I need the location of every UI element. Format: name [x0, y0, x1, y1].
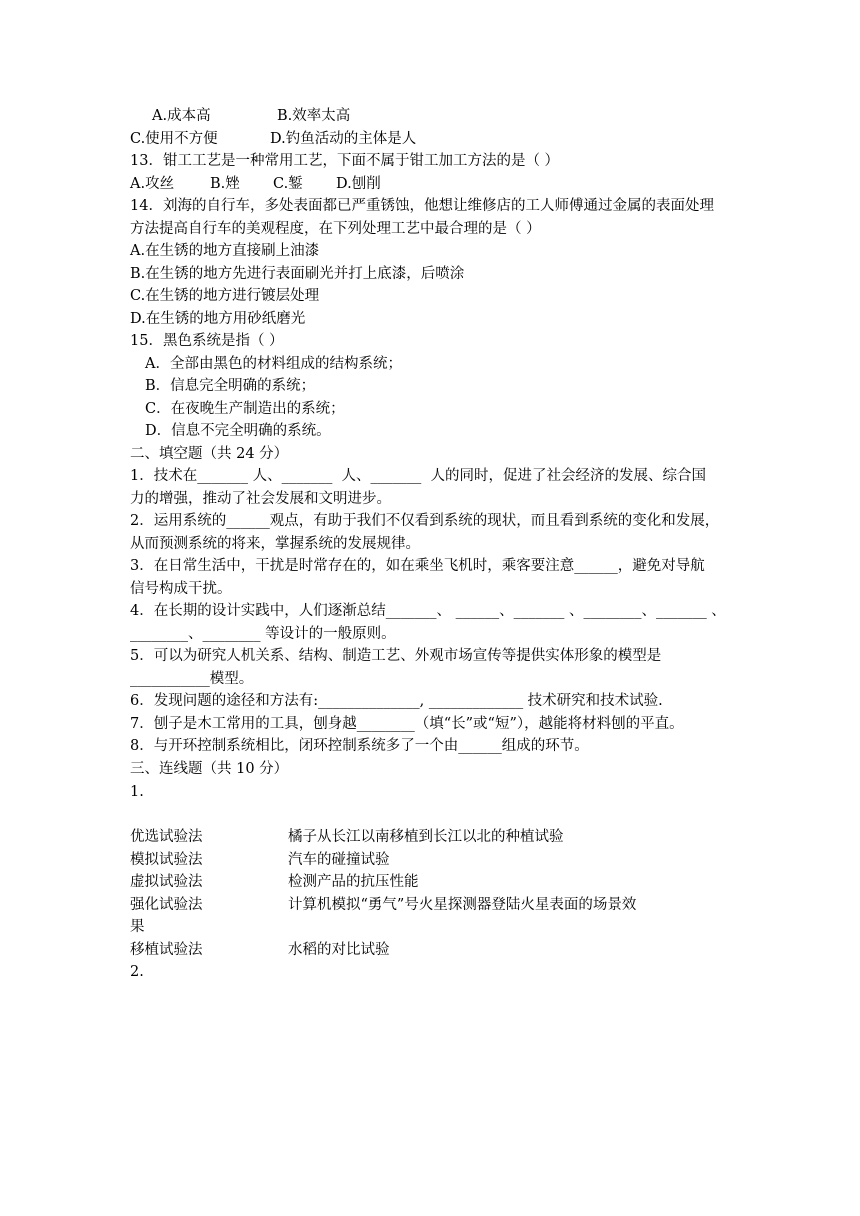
s2-q6: 6．发现问题的途径和方法有:______________, _____________ 技术研究和技术试验. — [130, 693, 663, 709]
match-right-item: 水稻的对比试验 — [288, 942, 390, 958]
q12-option-b: B.效率太高 — [277, 108, 351, 124]
q15-option-b: B．信息完全明确的系统； — [145, 378, 316, 394]
q13-option-a: A.攻丝 — [130, 176, 175, 192]
s2-q7: 7．刨子是木工常用的工具，刨身越________（填“长”或“短”），越能将材料刨的平直。 — [130, 716, 684, 732]
s2-q2-line2: 从而预测系统的将来，掌握系统的发展规律。 — [130, 536, 420, 552]
s2-q1-line1: 1．技术在_______ 人、_______ 人、_______ 人的同时，促进了社会经济的发展、综合国 — [130, 468, 707, 484]
q14-stem-line2: 方法提高自行车的美观程度，在下列处理工艺中最合理的是（ ） — [130, 221, 541, 237]
q13-option-b: B.矬 — [210, 176, 240, 192]
q15-option-c: C．在夜晚生产制造出的系统； — [145, 401, 345, 417]
s2-q5-line2: ___________模型。 — [130, 671, 254, 687]
q14-option-b: B.在生锈的地方先进行表面刷光并打上底漆，后喷涂 — [130, 266, 465, 282]
q13-option-c: C.錾 — [273, 176, 303, 192]
match-right-item-wrap: 果 — [130, 919, 145, 935]
q14-option-a: A.在生锈的地方直接刷上油漆 — [130, 243, 320, 259]
s2-q8: 8．与开环控制系统相比，闭环控制系统多了一个由______组成的环节。 — [130, 738, 589, 754]
q12-option-d: D.钓鱼活动的主体是人 — [270, 131, 417, 147]
s2-q2-line1: 2．运用系统的______观点，有助于我们不仅看到系统的现状，而且看到系统的变化和发展， — [130, 513, 720, 529]
s2-q1-line2: 力的增强，推动了社会发展和文明进步。 — [130, 491, 391, 507]
q12-option-a: A.成本高 — [152, 108, 211, 124]
s2-q5-line1: 5．可以为研究人机关系、结构、制造工艺、外观市场宣传等提供实体形象的模型是 — [130, 648, 662, 664]
q12-option-c: C.使用不方便 — [130, 131, 218, 147]
match-left-item: 移植试验法 — [130, 942, 203, 958]
match-left-item: 强化试验法 — [130, 897, 203, 913]
s2-q4-line1: 4．在长期的设计实践中，人们逐渐总结_______、 ______、_______ 、________、_______ 、 — [130, 603, 726, 619]
q14-option-d: D.在生锈的地方用砂纸磨光 — [130, 311, 306, 327]
match-right-item: 检测产品的抗压性能 — [288, 874, 419, 890]
q15-option-d: D．信息不完全明确的系统。 — [145, 423, 331, 439]
q13-option-d: D.刨削 — [336, 176, 381, 192]
match-right-item: 计算机模拟“勇气”号火星探测器登陆火星表面的场景效 — [288, 897, 637, 913]
match-right-item: 橘子从长江以南移植到长江以北的种植试验 — [288, 829, 564, 845]
s2-q3-line1: 3．在日常生活中，干扰是时常存在的，如在乘坐飞机时，乘客要注意______，避免对导航 — [130, 558, 705, 574]
section3-title: 三、连线题（共 10 分） — [130, 761, 289, 777]
q13-stem: 13．钳工工艺是一种常用工艺，下面不属于钳工加工方法的是（ ） — [130, 153, 560, 169]
match-left-item: 模拟试验法 — [130, 852, 203, 868]
s3-q1-label: 1. — [130, 784, 144, 800]
s2-q4-line2: ________、________ 等设计的一般原则。 — [130, 626, 396, 642]
s3-q2-label: 2. — [130, 964, 144, 980]
q15-stem: 15．黑色系统是指（ ） — [130, 333, 284, 349]
q15-option-a: A．全部由黑色的材料组成的结构系统； — [145, 356, 402, 372]
match-left-item: 优选试验法 — [130, 829, 203, 845]
s2-q3-line2: 信号构成干扰。 — [130, 581, 232, 597]
match-left-item: 虚拟试验法 — [130, 874, 203, 890]
q14-stem-line1: 14．刘海的自行车，多处表面都已严重锈蚀，他想让维修店的工人师傅通过金属的表面处理 — [130, 198, 714, 214]
match-right-item: 汽车的碰撞试验 — [288, 852, 390, 868]
q14-option-c: C.在生锈的地方进行镀层处理 — [130, 288, 320, 304]
section2-title: 二、填空题（共 24 分） — [130, 446, 289, 462]
